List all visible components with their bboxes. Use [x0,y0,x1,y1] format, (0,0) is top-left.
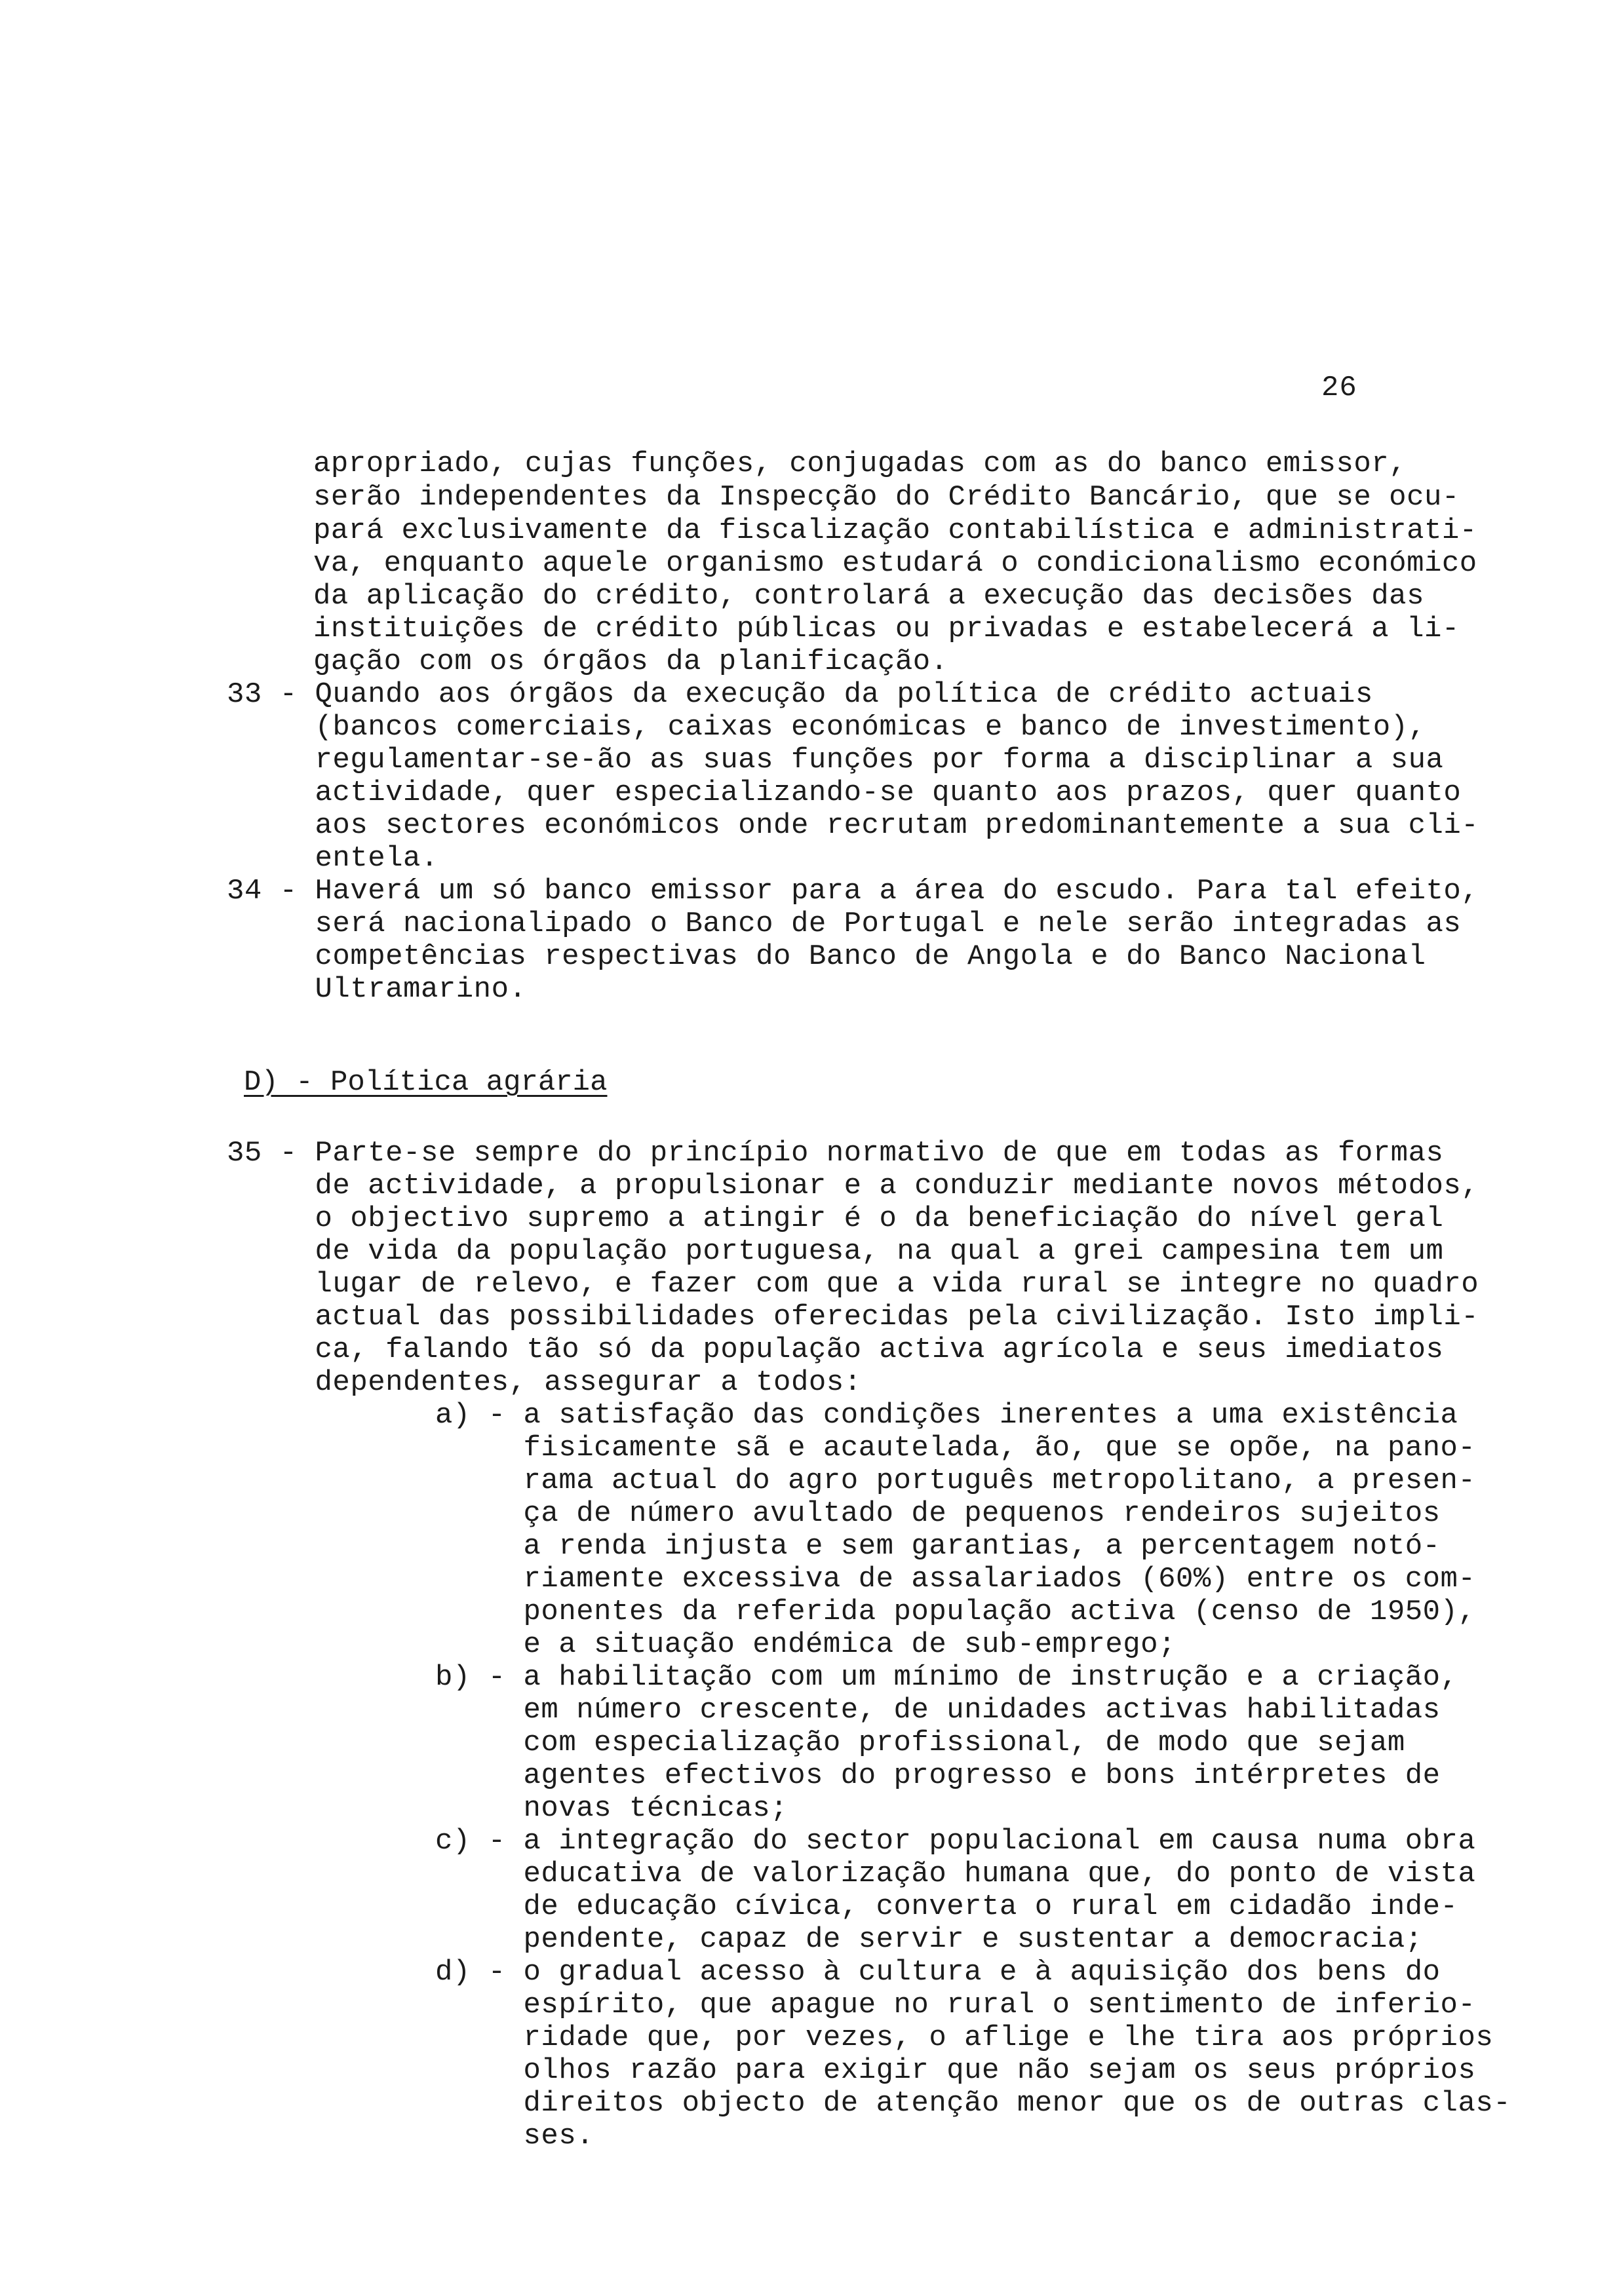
item-c-line: pendente, capaz de servir e sustentar a democracia; [435,1923,1423,1956]
item-c-line: educativa de valorização humana que, do ponto de vista [435,1858,1476,1890]
paragraph-33-line: 33 - Quando aos órgãos da execução da política de crédito actuais [227,678,1373,711]
paragraph-35-line: dependentes, assegurar a todos: [227,1366,862,1399]
item-d-line: d) - o gradual acesso à cultura e à aquisição dos bens do [435,1956,1441,1989]
item-c-line: c) - a integração do sector populacional em causa numa obra [435,1825,1476,1858]
paragraph-34-line: 34 - Haverá um só banco emissor para a área do escudo. Para tal efeito, [227,875,1479,908]
item-a-line: ponentes da referida população activa (censo de 1950), [435,1596,1476,1628]
paragraph-34-line: Ultramarino. [227,973,527,1006]
paragraph-35-line: lugar de relevo, e fazer com que a vida rural se integre no quadro [227,1268,1479,1301]
text-line: va, enquanto aquele organismo estudará o condicionalismo económico [313,547,1477,580]
item-d-line: ridade que, por vezes, o aflige e lhe tira aos próprios [435,2021,1494,2054]
item-b-line: b) - a habilitação com um mínimo de instrução e a criação, [435,1661,1458,1694]
item-a-line: a) - a satisfação das condições inerentes a uma existência [435,1399,1458,1432]
paragraph-35-line: de actividade, a propulsionar e a conduzir mediante novos métodos, [227,1170,1479,1202]
paragraph-33-line: (bancos comerciais, caixas económicas e banco de investimento), [227,711,1426,744]
paragraph-35-line: o objectivo supremo a atingir é o da beneficiação do nível geral [227,1202,1444,1235]
paragraph-33-line: entela. [227,842,438,875]
text-line: serão independentes da Inspecção do Crédito Bancário, que se ocu- [313,481,1460,514]
paragraph-34-line: será nacionalipado o Banco de Portugal e nele serão integradas as [227,908,1462,940]
paragraph-35-line: 35 - Parte-se sempre do princípio normativo de que em todas as formas [227,1137,1444,1170]
text-line: gação com os órgãos da planificação. [313,645,948,678]
item-d-line: espírito, que apague no rural o sentimento de inferio- [435,1989,1476,2021]
page-number: 26 [1321,372,1357,404]
item-a-line: fisicamente sã e acautelada, ão, que se opõe, na pano- [435,1432,1476,1464]
item-a-line: rama actual do agro português metropolitano, a presen- [435,1464,1476,1497]
item-b-line: em número crescente, de unidades activas habilitadas [435,1694,1441,1727]
item-c-line: de educação cívica, converta o rural em cidadão inde- [435,1890,1458,1923]
paragraph-33-line: aos sectores económicos onde recrutam predominantemente a sua cli- [227,809,1479,842]
paragraph-34-line: competências respectivas do Banco de Angola e do Banco Nacional [227,940,1426,973]
item-a-line: riamente excessiva de assalariados (60%) entre os com- [435,1563,1476,1596]
item-b-line: novas técnicas; [435,1792,788,1825]
text-line: instituições de crédito públicas ou privadas e estabelecerá a li- [313,613,1460,645]
item-a-line: a renda injusta e sem garantias, a percentagem notó- [435,1530,1441,1563]
paragraph-35-line: de vida da população portuguesa, na qual a grei campesina tem um [227,1235,1444,1268]
item-a-line: ça de número avultado de pequenos rendeiros sujeitos [435,1497,1441,1530]
paragraph-35-line: actual das possibilidades oferecidas pela civilização. Isto impli- [227,1301,1479,1333]
item-b-line: agentes efectivos do progresso e bons intérpretes de [435,1759,1441,1792]
paragraph-33-line: regulamentar-se-ão as suas funções por forma a disciplinar a sua [227,744,1444,776]
item-d-line: olhos razão para exigir que não sejam os seus próprios [435,2054,1476,2087]
text-line: pará exclusivamente da fiscalização contabilística e administrati- [313,514,1477,547]
paragraph-33-line: actividade, quer especializando-se quanto aos prazos, quer quanto [227,776,1462,809]
text-line: da aplicação do crédito, controlará a execução das decisões das [313,580,1424,613]
item-a-line: e a situação endémica de sub-emprego; [435,1628,1176,1661]
text-line: apropriado, cujas funções, conjugadas com as do banco emissor, [313,448,1407,480]
section-heading: D) - Política agrária [244,1066,608,1099]
item-d-line: ses. [435,2120,594,2152]
item-b-line: com especialização profissional, de modo que sejam [435,1727,1405,1759]
paragraph-35-line: ca, falando tão só da população activa agrícola e seus imediatos [227,1333,1444,1366]
item-d-line: direitos objecto de atenção menor que os de outras clas- [435,2087,1511,2120]
